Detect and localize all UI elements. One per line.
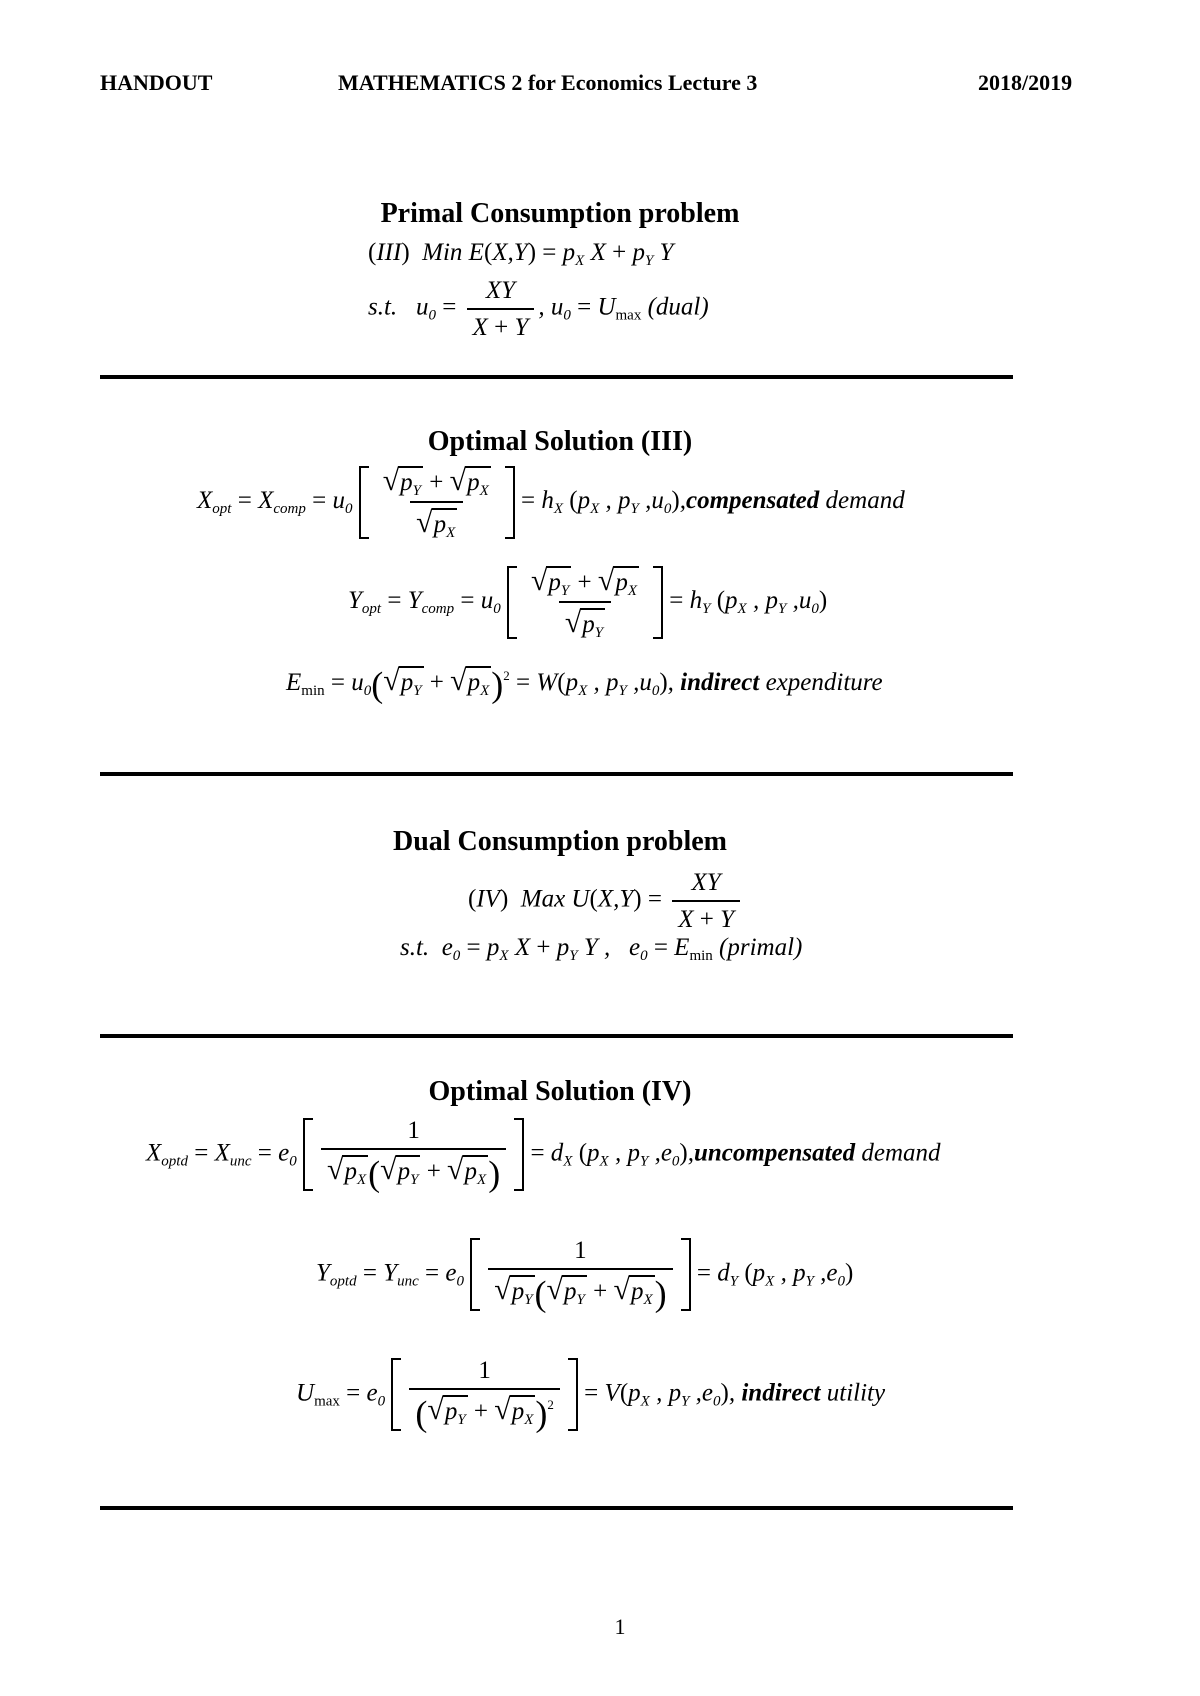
opt3-e-keyword: indirect [680,669,760,696]
opt3-x-equation: $X_{opt} = X_{comp} = u_0$ √ $p_Y$ + √ $p_X$ √ $p_X$ = $h_X$ ($p_X$ , $p_Y$ $,u_0),compensated$ demand [197,464,905,542]
opt4-u-keyword: indirect [741,1379,821,1407]
primal-objective: (III) Min $E(X,Y) = p_X$ $X + p_Y$ Y [368,239,674,269]
primal-note: (dual) [647,293,709,321]
primal-title: Primal Consumption problem [380,198,740,229]
opt4-u-equation: $U_{max} = e_0$ 1 ( √ $p_Y$ + √ $p_X$ )$^2$ = $V(p_X$ , $p_Y$ $,e_0$), indirect utility [296,1357,886,1434]
opt4-title: Optimal Solution (IV) [428,1076,692,1107]
header-right: 2018/2019 [978,70,1073,95]
header-center: MATHEMATICS 2 for Economics Lecture 3 [338,70,758,95]
opt4-u-tail: utility [826,1379,886,1407]
dual-title: Dual Consumption problem [392,826,727,857]
rule-3 [100,1034,1013,1038]
rule-4 [100,1506,1013,1510]
dual-note: (primal) [719,934,803,961]
primal-constraint: s.t. $u_0$ = $\frac{XY}{X + Y}$ , $u_0 = U_{max}$ (dual) [368,277,709,341]
header-left: HANDOUT [100,70,213,95]
opt3-e-equation: $E_{min} = u_0$( √ $p_Y$ + √ $p_X$ )$^2 = W(p_X$ , $p_Y$ $,u_0$), indirect expenditure [286,664,883,705]
opt3-e-tail: expenditure [765,669,883,696]
opt4-y-numerator: 1 [574,1237,587,1264]
opt4-u-numerator: 1 [478,1357,491,1384]
opt4-x-keyword: uncompensated [694,1139,856,1167]
opt4-y-equation: $Y_{optd} = Y_{unc} = e_0$ 1 √ $p_Y$ ( √ $p_Y$ + √ $p_X$ ) = $d_Y$ ($p_X$ , $p_Y$ $,e_0$) [316,1237,854,1314]
dual-objective: (IV) Max U(X,Y) = $\frac{XY}{X + Y}$ [468,870,744,932]
opt4-x-equation: $X_{optd} = X_{unc} = e_0$ 1 √ $p_X$ ( √ $p_Y$ + √ $p_X$ ) = $d_X$ ($p_X$ , $p_Y$ $,e_0),uncompensated$ demand [146,1117,941,1194]
opt3-x-keyword: compensated [685,486,820,514]
opt3-y-equation: $Y_{opt} = Y_{comp} = u_0$ √ $p_Y$ + √ $p_X$ √ $p_Y$ = $h_Y$ ($p_X$ , $p_Y$ $,u_0$) [348,564,828,642]
primal-st: s.t. [368,293,398,321]
opt4-x-numerator: 1 [407,1117,420,1144]
rule-1 [100,375,1013,379]
dual-st: s.t. [400,934,430,961]
rule-2 [100,772,1013,776]
opt3-x-tail: demand [825,486,905,514]
opt4-x-tail: demand [861,1139,941,1167]
opt3-title: Optimal Solution (III) [427,426,693,457]
dual-constraint: s.t. $e_0 = p_X$ $X + p_Y$ Y , $e_0 = E_{min}$ (primal) [400,934,803,964]
page-number: 1 [614,1614,626,1639]
